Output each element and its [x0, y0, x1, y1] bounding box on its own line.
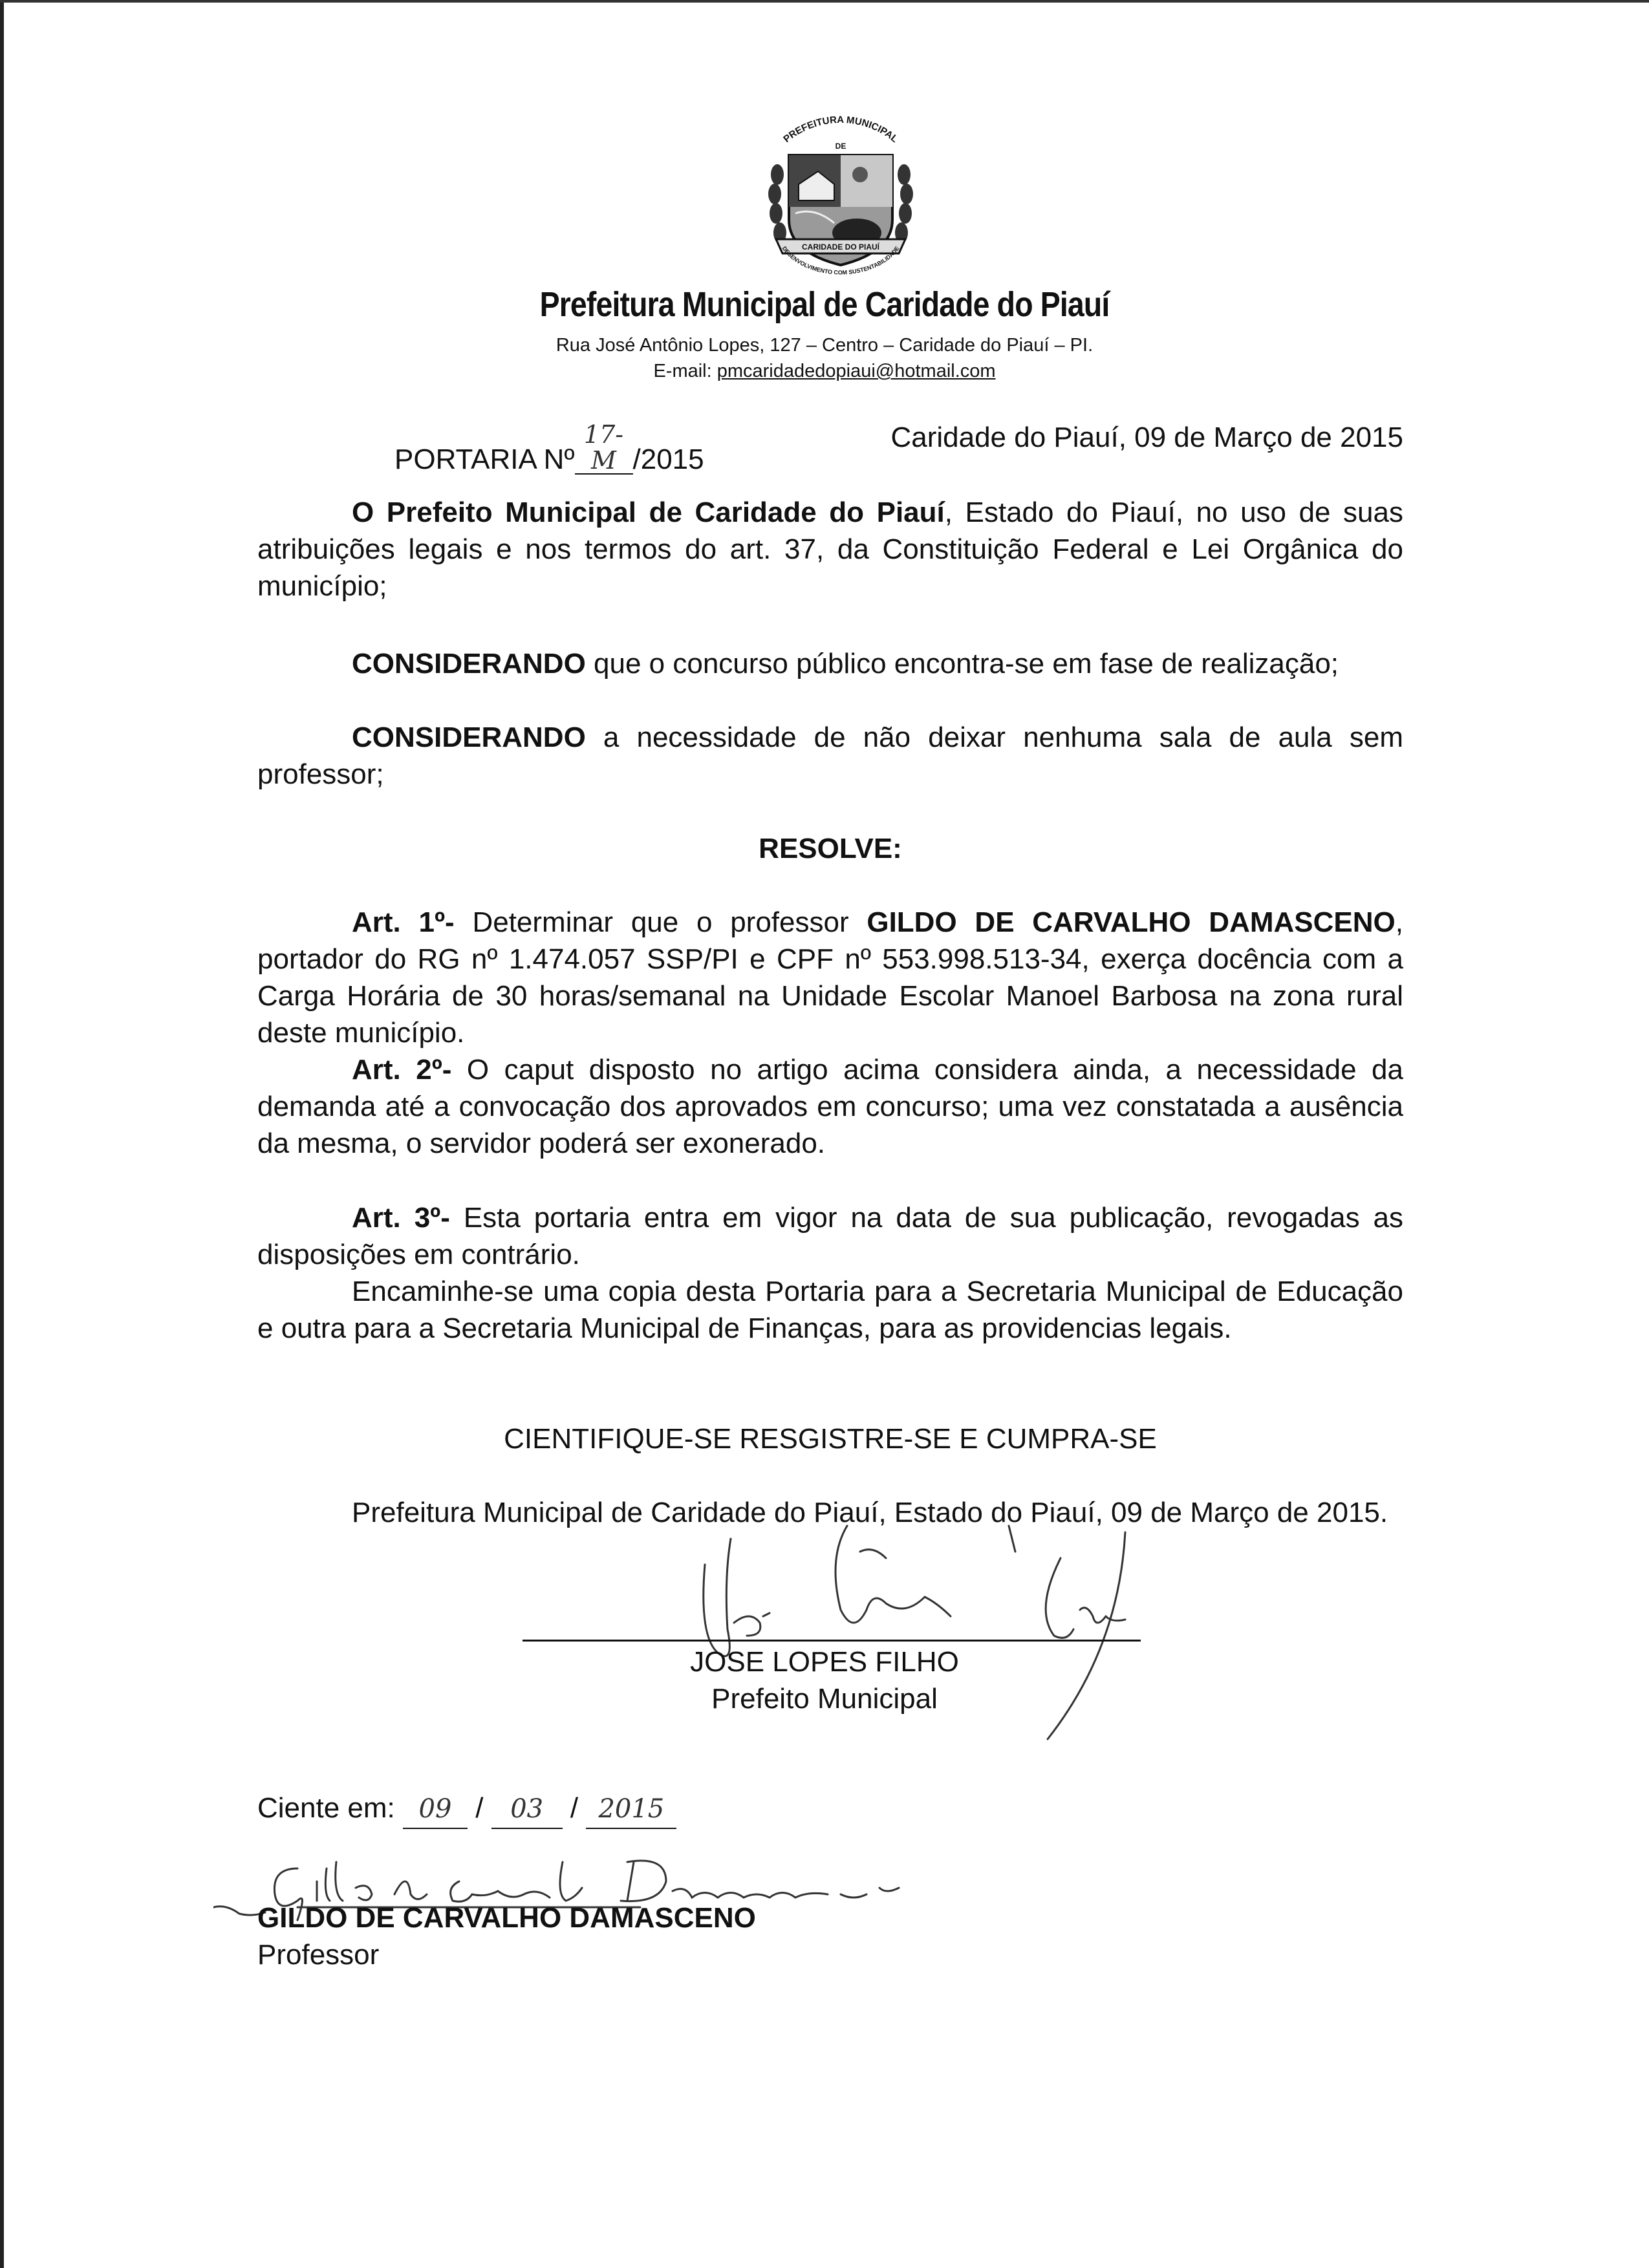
considerando-1-rest: que o concurso público encontra-se em fase de realização; — [585, 648, 1339, 679]
org-address: Rua José Antônio Lopes, 127 – Centro – Caridade do Piauí – PI. — [555, 335, 1094, 356]
portaria-prefix: PORTARIA Nº — [394, 444, 575, 475]
ciente-month: 03 — [491, 1791, 563, 1829]
article-1-label: Art. 1º- — [352, 906, 455, 938]
svg-text:PREFEITURA MUNICIPAL: PREFEITURA MUNICIPAL — [781, 114, 900, 145]
article-2-label: Art. 2º- — [352, 1054, 452, 1086]
ciente-sep-1: / — [467, 1792, 491, 1824]
considerando-2-bold: CONSIDERANDO — [352, 722, 586, 753]
org-email — [0, 361, 1649, 382]
portaria-number-line — [394, 422, 704, 476]
article-2 — [257, 1051, 1403, 1162]
ciente-year: 2015 — [586, 1791, 676, 1829]
portaria-place-date: Caridade do Piauí, 09 de Março de 2015 — [890, 422, 1403, 453]
ciente-sep-2: / — [562, 1792, 587, 1824]
article-1 — [257, 904, 1403, 1051]
considerando-1 — [257, 645, 1403, 682]
ciente-line — [257, 1790, 676, 1829]
intro-rest: , Estado do Piauí, no uso de suas atribuições legais e nos termos do art. 37, da Constituição Federal e Lei Orgânica do município; — [257, 497, 1403, 602]
encaminhe-text: Encaminhe-se uma copia desta Portaria para a Secretaria Municipal de Educação e outra para a Secretaria Municipal de Finanças, para as providencias legais. — [257, 1276, 1403, 1344]
mayor-role: Prefeito Municipal — [711, 1683, 938, 1715]
article-1-pre: Determinar que o professor — [454, 906, 867, 938]
professor-name: GILDO DE CARVALHO DAMASCENO — [257, 1902, 756, 1934]
cientifique-line: CIENTIFIQUE-SE RESGISTRE-SE E CUMPRA-SE — [504, 1423, 1157, 1455]
article-3-text: Esta portaria entra em vigor na data de sua publicação, revogadas as disposições em contrário. — [257, 1202, 1404, 1270]
considerando-2-rest: a necessidade de não deixar nenhuma sala de aula sem professor; — [257, 722, 1403, 790]
portaria-number-handwritten: 17-M — [575, 422, 633, 475]
portaria-suffix: /2015 — [632, 444, 704, 475]
article-1-post: , portador do RG nº 1.474.057 SSP/PI e CPF nº 553.998.513-34, exerça docência com a Carga Horária de 30 horas/semanal na Unidade Escolar Manoel Barbosa na zona rural deste município. — [257, 906, 1403, 1049]
intro-paragraph — [257, 494, 1403, 604]
org-email-label: E-mail: — [653, 361, 717, 381]
scan-edge-top — [0, 0, 1649, 3]
article-3-label: Art. 3º- — [352, 1202, 450, 1234]
professor-role: Professor — [257, 1939, 380, 1971]
considerando-2 — [257, 719, 1403, 793]
svg-text:DESENVOLVIMENTO COM SUSTENTABI: DESENVOLVIMENTO COM SUSTENTABILIDADE — [781, 245, 901, 276]
considerando-1-bold: CONSIDERANDO — [352, 648, 586, 679]
portaria-line — [394, 422, 1403, 476]
article-2-text: O caput disposto no artigo acima considera ainda, a necessidade da demanda até a convocação dos aprovados em concurso; uma vez constatada a ausência da mesma, o servidor poderá ser exonerado. — [257, 1054, 1403, 1159]
closing-text: Prefeitura Municipal de Caridade do Piauí, Estado do Piauí, 09 de Março de 2015. — [352, 1497, 1388, 1528]
org-email-link[interactable]: pmcaridadedopiaui@hotmail.com — [717, 361, 996, 381]
encaminhe-paragraph — [257, 1273, 1403, 1347]
svg-text:DE: DE — [835, 142, 846, 151]
ciente-label: Ciente em: — [257, 1792, 403, 1824]
municipal-crest-seal — [737, 110, 944, 284]
org-title: Prefeitura Municipal de Caridade do Piauí — [539, 285, 1110, 324]
article-1-name: GILDO DE CARVALHO DAMASCENO — [867, 906, 1396, 938]
mayor-name: JOSE LOPES FILHO — [690, 1646, 959, 1678]
article-3 — [257, 1199, 1403, 1273]
ciente-day: 09 — [403, 1791, 468, 1829]
mayor-signature-line — [523, 1640, 1141, 1642]
resolve-heading: RESOLVE: — [759, 833, 902, 864]
svg-text:CARIDADE DO PIAUÍ: CARIDADE DO PIAUÍ — [801, 242, 880, 251]
intro-bold: O Prefeito Municipal de Caridade do Piauí — [352, 497, 945, 528]
